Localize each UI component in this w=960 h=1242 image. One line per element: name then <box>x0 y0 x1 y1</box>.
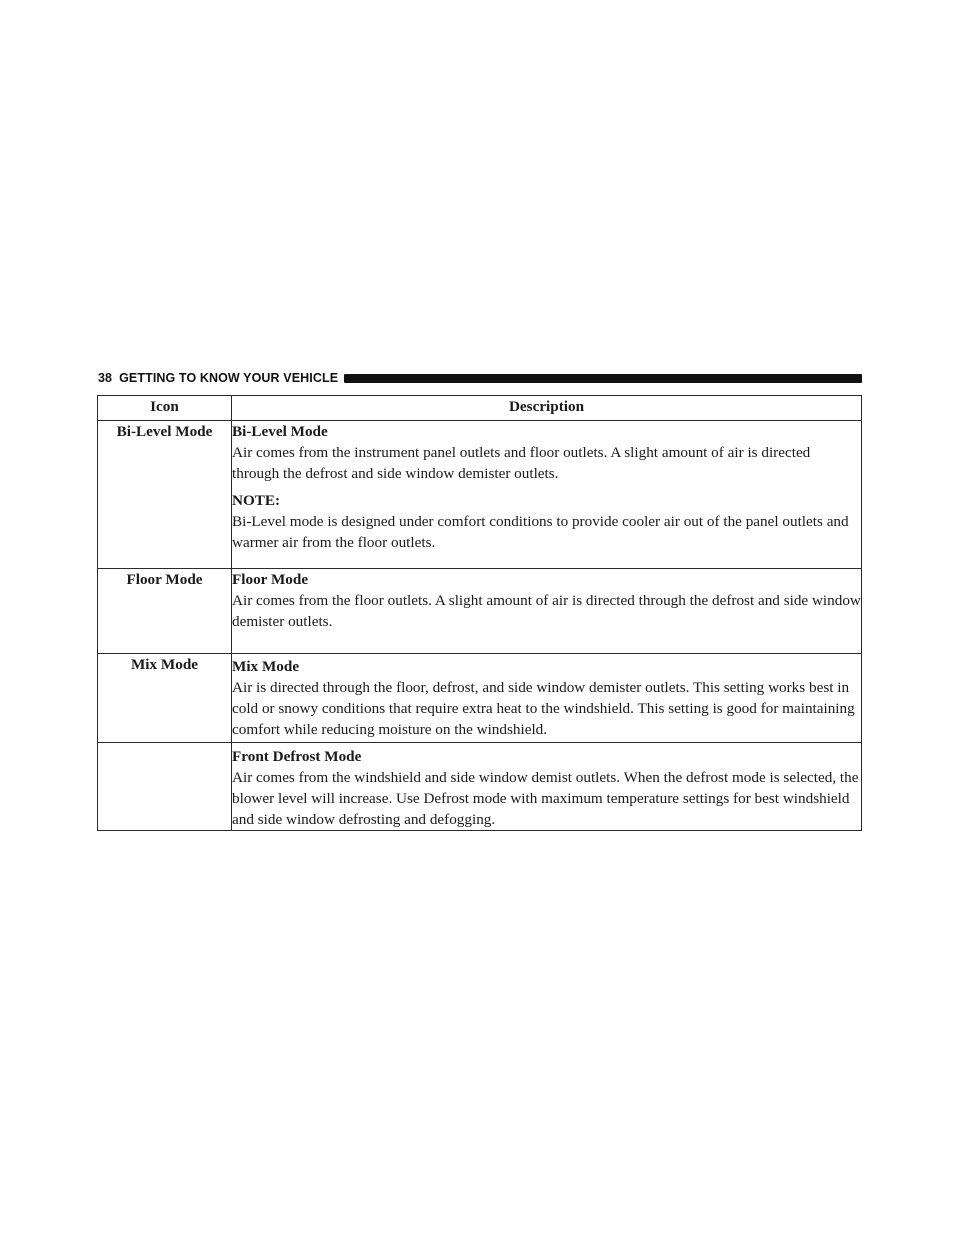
section-title: GETTING TO KNOW YOUR VEHICLE <box>119 371 339 385</box>
header-text <box>98 371 338 385</box>
mode-title: Mix Mode <box>232 658 300 675</box>
note-label: NOTE: <box>232 492 281 509</box>
description-cell-floor <box>232 569 862 654</box>
page-header <box>98 369 862 387</box>
icon-cell-floor: Floor Mode <box>98 569 232 654</box>
icon-cell-front-defrost <box>98 743 232 831</box>
mode-description: Air comes from the instrument panel outlets and floor outlets. A slight amount of air is directed through the defrost and side window demister outlets. <box>232 444 811 482</box>
icon-cell-mix: Mix Mode <box>98 654 232 743</box>
mode-title: Floor Mode <box>232 571 309 588</box>
table-row-floor <box>98 569 862 654</box>
mode-description: Air is directed through the floor, defrost, and side window demister outlets. This setting works best in cold or snowy conditions that require extra heat to the windshield. This setting is good for maintaining comfort while reducing moisture on the windshield. <box>232 679 855 738</box>
table-row-mix <box>98 654 862 743</box>
mode-title: Bi-Level Mode <box>232 423 328 440</box>
table-row-bi-level <box>98 421 862 569</box>
table-row-front-defrost <box>98 743 862 831</box>
table-header-row <box>98 396 862 421</box>
description-cell-front-defrost <box>232 743 862 831</box>
mode-description: Air comes from the windshield and side window demist outlets. When the defrost mode is selected, the blower level will increase. Use Defrost mode with maximum temperature settings for best windshield and side window defrosting and defogging. <box>232 769 859 828</box>
icon-cell-bi-level: Bi-Level Mode <box>98 421 232 569</box>
page-number: 38 <box>98 371 113 385</box>
note-text: Bi-Level mode is designed under comfort conditions to provide cooler air out of the panel outlets and warmer air from the floor outlets. <box>232 513 849 551</box>
column-header-description: Description <box>232 396 862 421</box>
header-rule-bar <box>344 374 862 383</box>
description-cell-mix <box>232 654 862 743</box>
description-cell-bi-level <box>232 421 862 569</box>
mode-title: Front Defrost Mode <box>232 748 362 765</box>
mode-description: Air comes from the floor outlets. A slight amount of air is directed through the defrost and side window demister outlets. <box>232 592 861 630</box>
climate-modes-table <box>97 395 862 831</box>
column-header-icon: Icon <box>98 396 232 421</box>
